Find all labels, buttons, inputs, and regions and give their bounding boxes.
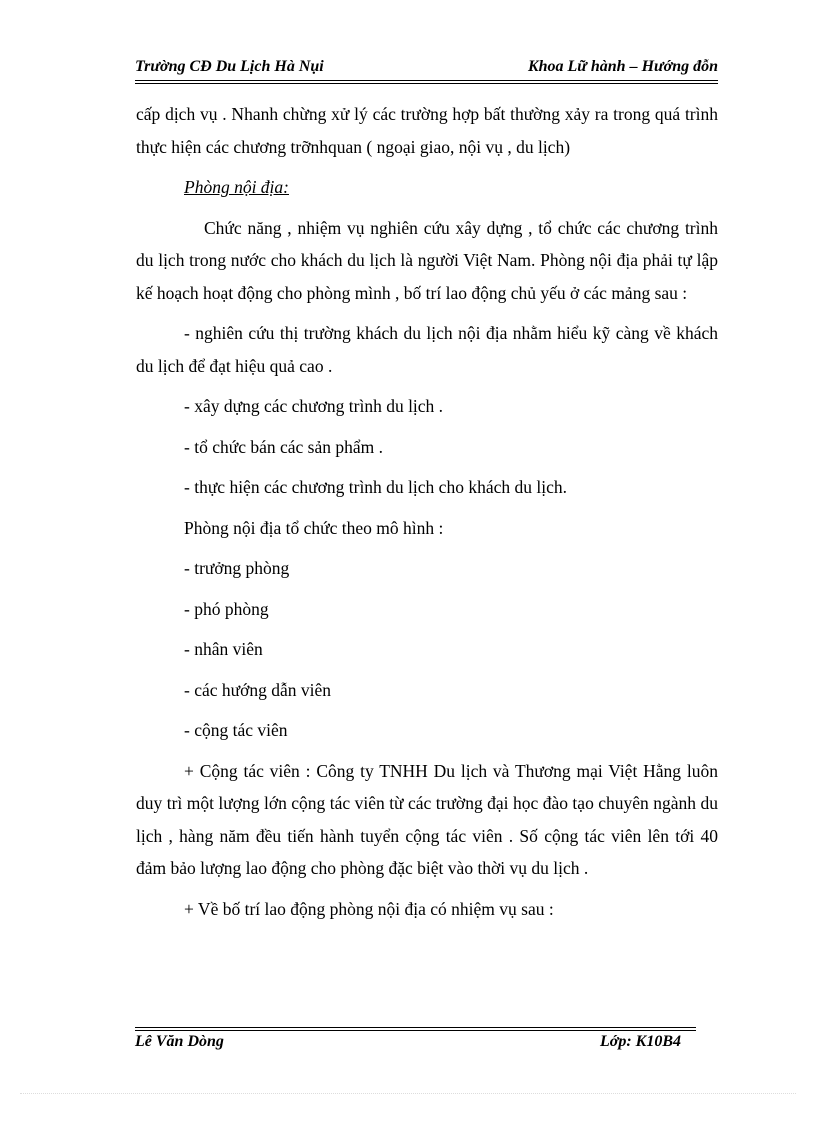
list-item-sell-products: - tổ chức bán các sản phẩm .	[184, 436, 383, 457]
list-item-build-programs: - xây dựng các chương trình du lịch .	[184, 396, 444, 416]
paragraph-labor-allocation: + Về bố trí lao động phòng nội địa có nhiệm vụ sau :	[184, 898, 554, 919]
paragraph-org-model: Phòng nội địa tổ chức theo mô hình :	[184, 517, 444, 538]
footer-author: Lê Văn Dòng	[135, 1033, 224, 1050]
list-item-staff: - nhân viên	[184, 639, 263, 659]
list-item-execute-programs: - thực hiện các chương trình du lịch cho khách du lịch.	[184, 477, 567, 497]
header-rule-thin	[135, 83, 718, 84]
footer-class: Lớp: K10B4	[599, 1033, 681, 1050]
document-body	[136, 98, 718, 933]
section-heading-domestic-dept: Phòng nội địa:	[184, 177, 289, 197]
list-item-deputy: - phó phòng	[184, 598, 269, 619]
page-bottom-border	[20, 1093, 796, 1094]
footer-rule-thin	[135, 1030, 696, 1031]
list-item-head: - trưởng phòng	[184, 558, 290, 578]
list-item-collaborators: - cộng tác viên	[184, 720, 288, 740]
header-school-name: Trường CĐ Du Lịch Hà Nụi	[135, 58, 324, 75]
paragraph-functions: Chức năng , nhiệm vụ nghiên cứu xây dựng , tổ chức các chương trình du lịch trong nước cho khách du lịch là người Việt Nam. Phòng nội địa phải tự lập kế hoạch hoạt động cho phòng mình , bố trí lao động chủ yếu ở các mảng sau :	[136, 217, 718, 303]
list-item-research: - nghiên cứu thị trường khách du lịch nội địa nhằm hiểu kỹ càng về khách du lịch để đạt hiệu quả cao .	[136, 323, 718, 376]
list-item-guides: - các hướng dẫn viên	[184, 679, 332, 700]
paragraph-continuation: cấp dịch vụ . Nhanh chừng xử lý các trường hợp bất thường xảy ra trong quá trình thực hiện các chương trỡnhquan ( ngoại giao, nội vụ , du lịch)	[136, 104, 718, 157]
footer-rule	[135, 1027, 696, 1028]
header-rule	[135, 80, 718, 81]
paragraph-collaborators: + Cộng tác viên : Công ty TNHH Du lịch và Thương mại Việt Hằng luôn duy trì một lượng lớn cộng tác viên từ các trường đại học đào tạo chuyên ngành du lịch , hàng năm đều tiến hành tuyển cộng tác viên . Số cộng tác viên lên tới 40 đảm bảo lượng lao động cho phòng đặc biệt vào thời vụ du lịch .	[136, 760, 718, 878]
header-faculty-name: Khoa Lữ hành – Hướng đỗn	[527, 58, 718, 75]
page-header	[135, 58, 718, 80]
page-footer	[135, 1033, 681, 1055]
